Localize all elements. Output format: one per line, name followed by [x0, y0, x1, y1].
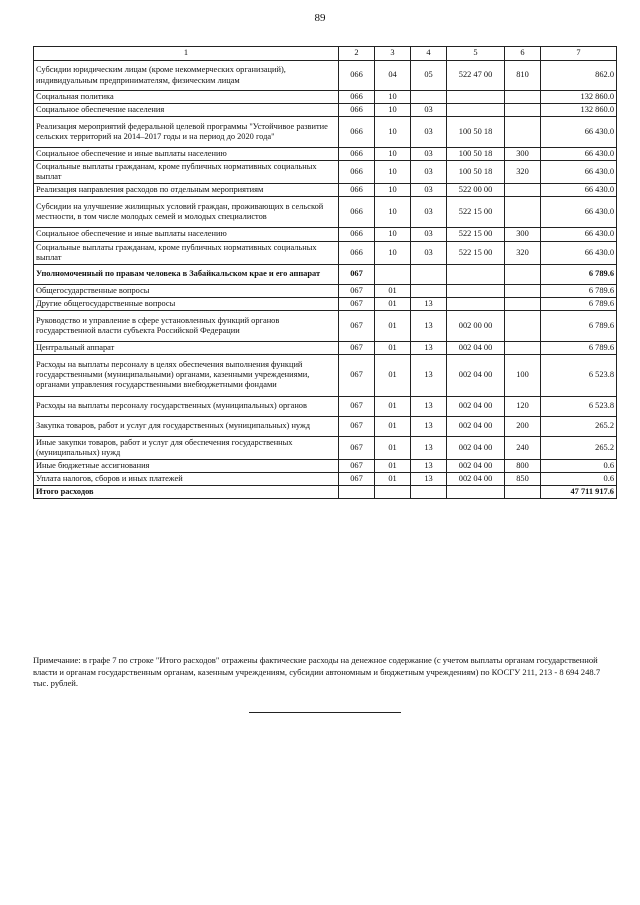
- table-row: [34, 264, 617, 284]
- column-header-4: 4: [411, 47, 447, 61]
- amount: 6 523.8: [541, 396, 617, 416]
- expense-type-code: [505, 284, 541, 297]
- expense-type-code: [505, 486, 541, 499]
- section-code: 01: [375, 310, 411, 341]
- table-row: [34, 396, 617, 416]
- table-row: [34, 354, 617, 396]
- table-row: [34, 91, 617, 104]
- row-name: Центральный аппарат: [34, 341, 339, 354]
- amount: 265.2: [541, 436, 617, 459]
- ved-code: 067: [339, 416, 375, 436]
- subsection-code: 03: [411, 161, 447, 184]
- amount: 132 860.0: [541, 104, 617, 117]
- row-name: Расходы на выплаты персоналу в целях обеспечения выполнения функций государственными (муниципальными) органами, казенными учреждениями, органами управления государственными внебюджетными фондами: [34, 354, 339, 396]
- table-row: [34, 104, 617, 117]
- subsection-code: 03: [411, 104, 447, 117]
- amount: 66 430.0: [541, 117, 617, 148]
- ved-code: 066: [339, 91, 375, 104]
- section-code: 10: [375, 117, 411, 148]
- expense-type-code: [505, 197, 541, 228]
- subsection-code: 13: [411, 341, 447, 354]
- target-article-code: [447, 104, 505, 117]
- table-row: [34, 436, 617, 459]
- expense-type-code: 300: [505, 228, 541, 241]
- subsection-code: 13: [411, 416, 447, 436]
- row-name: Иные бюджетные ассигнования: [34, 460, 339, 473]
- table-row: [34, 241, 617, 264]
- ved-code: [339, 486, 375, 499]
- section-code: 01: [375, 396, 411, 416]
- table-row: [34, 416, 617, 436]
- row-name: Общегосударственные вопросы: [34, 284, 339, 297]
- section-code: 10: [375, 184, 411, 197]
- ved-code: 066: [339, 161, 375, 184]
- amount: 47 711 917.6: [541, 486, 617, 499]
- subsection-code: 03: [411, 148, 447, 161]
- amount: 6 523.8: [541, 354, 617, 396]
- subsection-code: 03: [411, 197, 447, 228]
- table-row: [34, 284, 617, 297]
- section-code: 01: [375, 473, 411, 486]
- table-row: [34, 197, 617, 228]
- subsection-code: 03: [411, 228, 447, 241]
- row-name: Реализация направления расходов по отдельным мероприятиям: [34, 184, 339, 197]
- row-name: Субсидии на улучшение жилищных условий граждан, проживающих в сельской местности, в том числе молодых семей и молодых специалистов: [34, 197, 339, 228]
- column-header-7: 7: [541, 47, 617, 61]
- target-article-code: [447, 284, 505, 297]
- section-code: 01: [375, 341, 411, 354]
- target-article-code: [447, 297, 505, 310]
- section-code: 01: [375, 284, 411, 297]
- subsection-code: 13: [411, 460, 447, 473]
- ved-code: 066: [339, 197, 375, 228]
- expense-type-code: 240: [505, 436, 541, 459]
- subsection-code: 13: [411, 473, 447, 486]
- ved-code: 067: [339, 473, 375, 486]
- section-code: 10: [375, 241, 411, 264]
- target-article-code: [447, 486, 505, 499]
- subsection-code: 13: [411, 396, 447, 416]
- expense-type-code: 850: [505, 473, 541, 486]
- amount: 66 430.0: [541, 148, 617, 161]
- amount: 66 430.0: [541, 228, 617, 241]
- row-name: Уполномоченный по правам человека в Забайкальском крае и его аппарат: [34, 264, 339, 284]
- expenditure-table: [33, 46, 617, 499]
- subsection-code: 13: [411, 354, 447, 396]
- row-name: Руководство и управление в сфере установленных функций органов государственной власти субъекта Российской Федерации: [34, 310, 339, 341]
- amount: 0.6: [541, 473, 617, 486]
- ved-code: 067: [339, 460, 375, 473]
- ved-code: 067: [339, 284, 375, 297]
- expense-type-code: [505, 184, 541, 197]
- table-row: [34, 161, 617, 184]
- row-name: Социальное обеспечение населения: [34, 104, 339, 117]
- expense-type-code: 200: [505, 416, 541, 436]
- row-name: Социальные выплаты гражданам, кроме публичных нормативных социальных выплат: [34, 241, 339, 264]
- column-header-5: 5: [447, 47, 505, 61]
- subsection-code: [411, 284, 447, 297]
- row-name: Расходы на выплаты персоналу государственных (муниципальных) органов: [34, 396, 339, 416]
- section-code: 10: [375, 161, 411, 184]
- expense-type-code: 800: [505, 460, 541, 473]
- amount: 6 789.6: [541, 264, 617, 284]
- expense-type-code: 300: [505, 148, 541, 161]
- ved-code: 066: [339, 228, 375, 241]
- subsection-code: 03: [411, 184, 447, 197]
- table-row: [34, 184, 617, 197]
- subsection-code: 13: [411, 310, 447, 341]
- target-article-code: 522 15 00: [447, 241, 505, 264]
- expense-type-code: [505, 297, 541, 310]
- amount: 66 430.0: [541, 197, 617, 228]
- row-name: Итого расходов: [34, 486, 339, 499]
- target-article-code: 002 04 00: [447, 460, 505, 473]
- target-article-code: 002 04 00: [447, 473, 505, 486]
- section-code: 10: [375, 148, 411, 161]
- table-row: [34, 228, 617, 241]
- target-article-code: 002 04 00: [447, 416, 505, 436]
- expense-type-code: 120: [505, 396, 541, 416]
- divider-line: [249, 712, 401, 713]
- target-article-code: 522 15 00: [447, 228, 505, 241]
- column-header-3: 3: [375, 47, 411, 61]
- amount: 862.0: [541, 61, 617, 91]
- footnote: Примечание: в графе 7 по строке "Итого расходов" отражены фактические расходы на денежное содержание (с учетом выплаты органам государственной власти и органам государственным органам, казенным учреждениям, субсидии автономным и бюджетным учреждениям) по КОСГУ 211, 213 - 8 694 248.7 тыс. рублей.: [33, 655, 601, 689]
- amount: 6 789.6: [541, 310, 617, 341]
- section-code: 01: [375, 416, 411, 436]
- target-article-code: 100 50 18: [447, 148, 505, 161]
- target-article-code: 002 04 00: [447, 354, 505, 396]
- subsection-code: [411, 91, 447, 104]
- subsection-code: 03: [411, 117, 447, 148]
- ved-code: 067: [339, 436, 375, 459]
- column-header-2: 2: [339, 47, 375, 61]
- column-header-6: 6: [505, 47, 541, 61]
- subsection-code: 03: [411, 241, 447, 264]
- expense-type-code: 100: [505, 354, 541, 396]
- ved-code: 066: [339, 148, 375, 161]
- ved-code: 067: [339, 341, 375, 354]
- amount: 6 789.6: [541, 284, 617, 297]
- expense-type-code: [505, 341, 541, 354]
- target-article-code: 522 47 00: [447, 61, 505, 91]
- amount: 66 430.0: [541, 184, 617, 197]
- section-code: 01: [375, 354, 411, 396]
- ved-code: 067: [339, 297, 375, 310]
- target-article-code: 100 50 18: [447, 161, 505, 184]
- table-row: [34, 486, 617, 499]
- target-article-code: [447, 264, 505, 284]
- page-number: 89: [314, 12, 326, 24]
- subsection-code: [411, 264, 447, 284]
- expense-type-code: [505, 104, 541, 117]
- section-code: 10: [375, 104, 411, 117]
- section-code: 10: [375, 228, 411, 241]
- row-name: Субсидии юридическим лицам (кроме некоммерческих организаций), индивидуальным предпринимателям, физическим лицам: [34, 61, 339, 91]
- table-row: [34, 297, 617, 310]
- amount: 66 430.0: [541, 241, 617, 264]
- expense-type-code: [505, 310, 541, 341]
- expense-type-code: 810: [505, 61, 541, 91]
- ved-code: 066: [339, 104, 375, 117]
- expense-type-code: 320: [505, 241, 541, 264]
- section-code: 10: [375, 197, 411, 228]
- ved-code: 067: [339, 310, 375, 341]
- row-name: Иные закупки товаров, работ и услуг для обеспечения государственных (муниципальных) нужд: [34, 436, 339, 459]
- table-row: [34, 61, 617, 91]
- ved-code: 066: [339, 117, 375, 148]
- expense-type-code: [505, 264, 541, 284]
- amount: 6 789.6: [541, 341, 617, 354]
- row-name: Социальная политика: [34, 91, 339, 104]
- amount: 265.2: [541, 416, 617, 436]
- section-code: 01: [375, 297, 411, 310]
- section-code: 04: [375, 61, 411, 91]
- ved-code: 066: [339, 241, 375, 264]
- section-code: 10: [375, 91, 411, 104]
- amount: 132 860.0: [541, 91, 617, 104]
- amount: 66 430.0: [541, 161, 617, 184]
- section-code: 01: [375, 436, 411, 459]
- column-header-1: 1: [34, 47, 339, 61]
- section-code: [375, 264, 411, 284]
- subsection-code: 13: [411, 297, 447, 310]
- target-article-code: 002 04 00: [447, 396, 505, 416]
- table-row: [34, 117, 617, 148]
- table-body: [34, 61, 617, 499]
- section-code: [375, 486, 411, 499]
- ved-code: 067: [339, 264, 375, 284]
- expense-type-code: 320: [505, 161, 541, 184]
- target-article-code: [447, 91, 505, 104]
- ved-code: 066: [339, 61, 375, 91]
- subsection-code: [411, 486, 447, 499]
- expense-type-code: [505, 117, 541, 148]
- amount: 6 789.6: [541, 297, 617, 310]
- subsection-code: 05: [411, 61, 447, 91]
- target-article-code: 522 00 00: [447, 184, 505, 197]
- target-article-code: 002 00 00: [447, 310, 505, 341]
- amount: 0.6: [541, 460, 617, 473]
- table-row: [34, 148, 617, 161]
- target-article-code: 002 04 00: [447, 436, 505, 459]
- table-row: [34, 310, 617, 341]
- ved-code: 067: [339, 396, 375, 416]
- row-name: Закупка товаров, работ и услуг для государственных (муниципальных) нужд: [34, 416, 339, 436]
- table-row: [34, 473, 617, 486]
- section-code: 01: [375, 460, 411, 473]
- subsection-code: 13: [411, 436, 447, 459]
- row-name: Социальное обеспечение и иные выплаты населению: [34, 148, 339, 161]
- table-row: [34, 341, 617, 354]
- target-article-code: 100 50 18: [447, 117, 505, 148]
- row-name: Уплата налогов, сборов и иных платежей: [34, 473, 339, 486]
- target-article-code: 522 15 00: [447, 197, 505, 228]
- table-header-row: [34, 47, 617, 61]
- ved-code: 067: [339, 354, 375, 396]
- row-name: Социальные выплаты гражданам, кроме публичных нормативных социальных выплат: [34, 161, 339, 184]
- row-name: Социальное обеспечение и иные выплаты населению: [34, 228, 339, 241]
- target-article-code: 002 04 00: [447, 341, 505, 354]
- table-row: [34, 460, 617, 473]
- ved-code: 066: [339, 184, 375, 197]
- row-name: Реализация мероприятий федеральной целевой программы "Устойчивое развитие сельских территорий на 2014–2017 годы и на период до 2020 года": [34, 117, 339, 148]
- expense-type-code: [505, 91, 541, 104]
- row-name: Другие общегосударственные вопросы: [34, 297, 339, 310]
